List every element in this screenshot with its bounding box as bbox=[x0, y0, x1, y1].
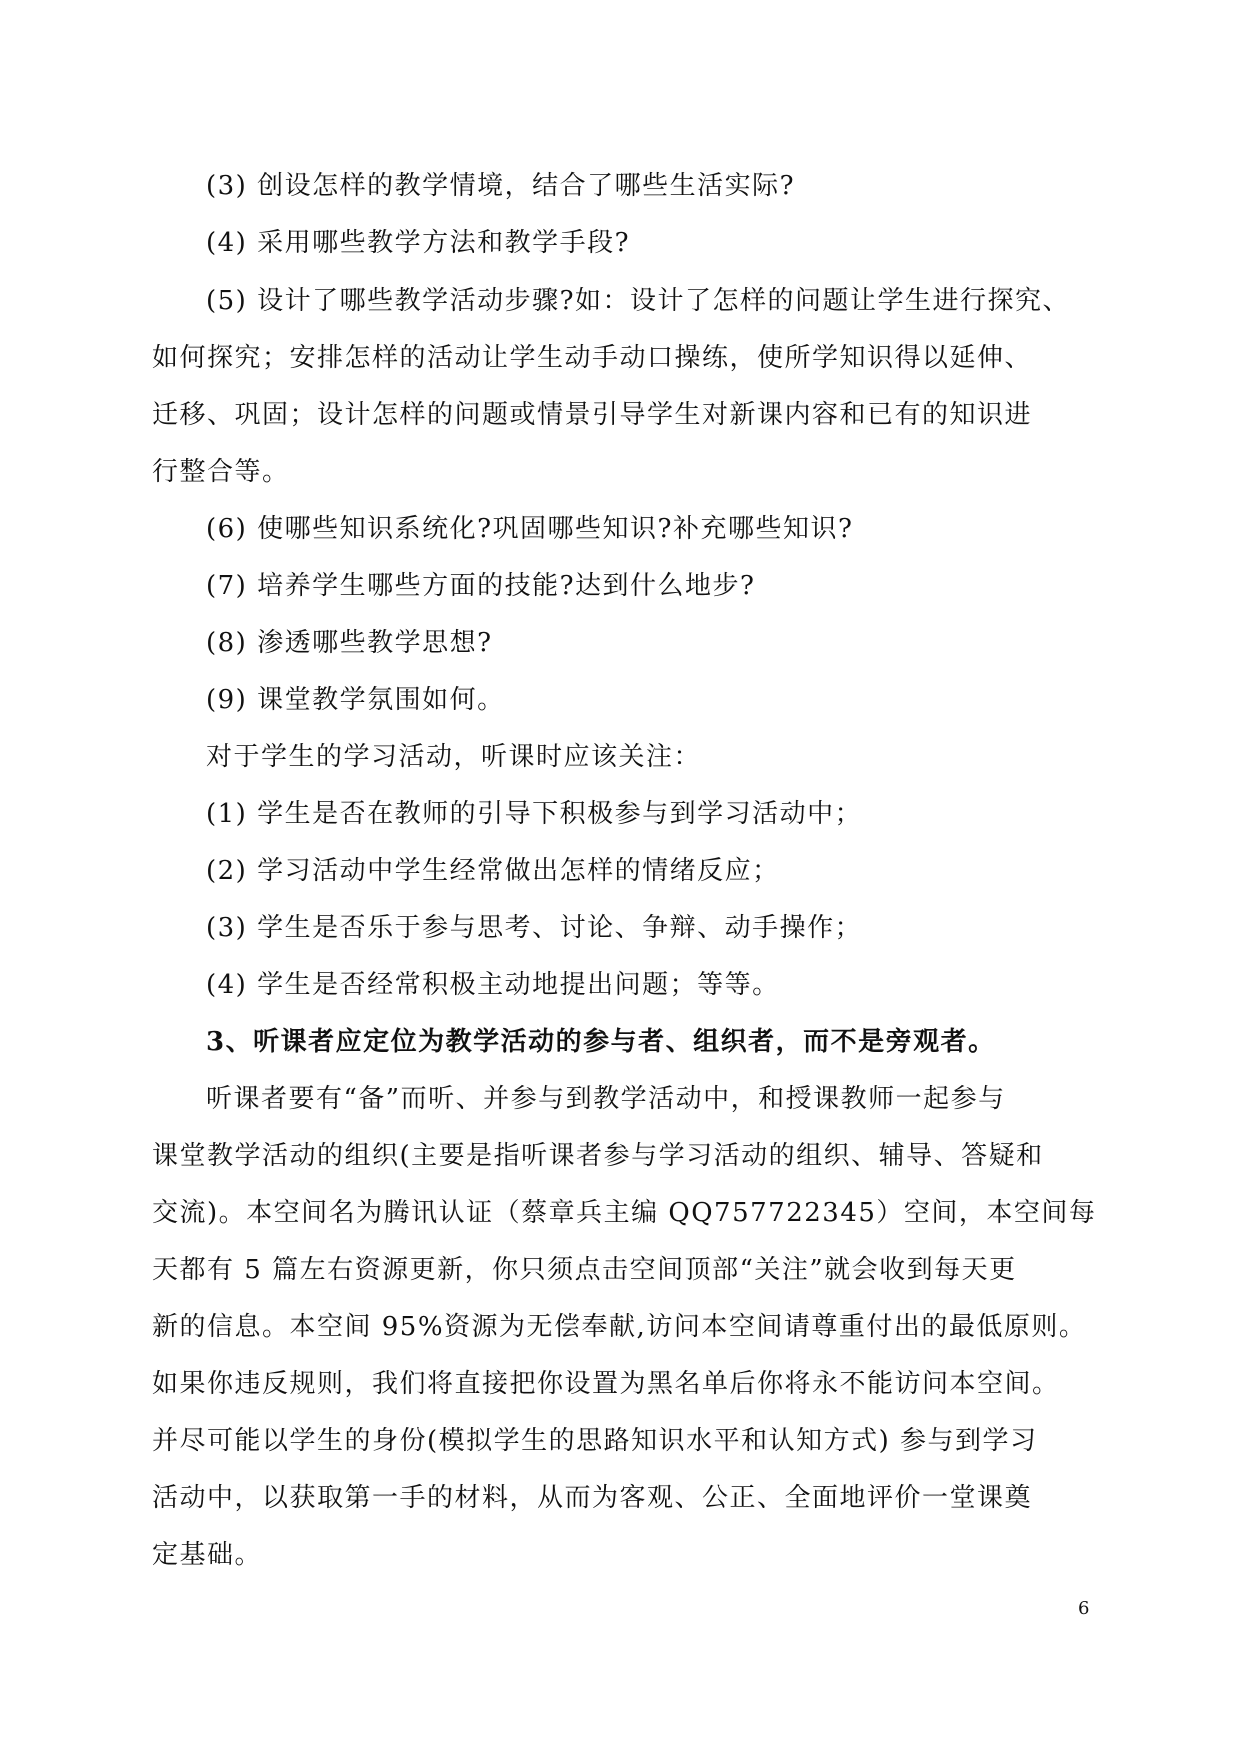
list-item-8: (8) 渗透哪些教学思想? bbox=[206, 628, 493, 658]
list-item-3: (3) 创设怎样的教学情境，结合了哪些生活实际? bbox=[206, 171, 796, 201]
page-number: 6 bbox=[1078, 1598, 1090, 1619]
student-activity-intro: 对于学生的学习活动，听课时应该关注： bbox=[206, 742, 702, 772]
list-item-5-line-3: 迁移、巩固；设计怎样的问题或情景引导学生对新课内容和已有的知识进 bbox=[152, 400, 1033, 430]
student-item-3: (3) 学生是否乐于参与思考、讨论、争辩、动手操作； bbox=[206, 913, 863, 943]
paragraph-line-4: 天都有 5 篇左右资源更新，你只须点击空间顶部“关注”就会收到每天更 bbox=[152, 1255, 1017, 1285]
list-item-7: (7) 培养学生哪些方面的技能?达到什么地步? bbox=[206, 571, 756, 601]
list-item-5-line-1: (5) 设计了哪些教学活动步骤?如：设计了怎样的问题让学生进行探究、 bbox=[206, 286, 1071, 316]
list-item-6: (6) 使哪些知识系统化?巩固哪些知识?补充哪些知识? bbox=[206, 514, 854, 544]
paragraph-line-7: 并尽可能以学生的身份(模拟学生的思路知识水平和认知方式) 参与到学习 bbox=[152, 1426, 1038, 1456]
section-heading-3: 3、听课者应定位为教学活动的参与者、组织者，而不是旁观者。 bbox=[206, 1027, 996, 1057]
list-item-9: (9) 课堂教学氛围如何。 bbox=[206, 685, 505, 715]
student-item-2: (2) 学习活动中学生经常做出怎样的情绪反应； bbox=[206, 856, 780, 886]
paragraph-line-6: 如果你违反规则，我们将直接把你设置为黑名单后你将永不能访问本空间。 bbox=[152, 1369, 1060, 1399]
paragraph-line-1: 听课者要有“备”而听、并参与到教学活动中，和授课教师一起参与 bbox=[206, 1084, 1006, 1114]
paragraph-line-5: 新的信息。本空间 95%资源为无偿奉献,访问本空间请尊重付出的最低原则。 bbox=[152, 1312, 1087, 1342]
list-item-4: (4) 采用哪些教学方法和教学手段? bbox=[206, 228, 631, 258]
paragraph-line-2: 课堂教学活动的组织(主要是指听课者参与学习活动的组织、辅导、答疑和 bbox=[152, 1141, 1044, 1171]
list-item-5-line-2: 如何探究；安排怎样的活动让学生动手动口操练，使所学知识得以延伸、 bbox=[152, 343, 1033, 373]
student-item-1: (1) 学生是否在教师的引导下积极参与到学习活动中； bbox=[206, 799, 863, 829]
paragraph-line-8: 活动中，以获取第一手的材料，从而为客观、公正、全面地评价一堂课奠 bbox=[152, 1483, 1033, 1513]
student-item-4: (4) 学生是否经常积极主动地提出问题；等等。 bbox=[206, 970, 780, 1000]
list-item-5-line-4: 行整合等。 bbox=[152, 457, 290, 487]
paragraph-line-9: 定基础。 bbox=[152, 1540, 263, 1570]
paragraph-line-3: 交流)。本空间名为腾讯认证（蔡章兵主编 QQ757722345）空间，本空间每 bbox=[152, 1198, 1097, 1228]
